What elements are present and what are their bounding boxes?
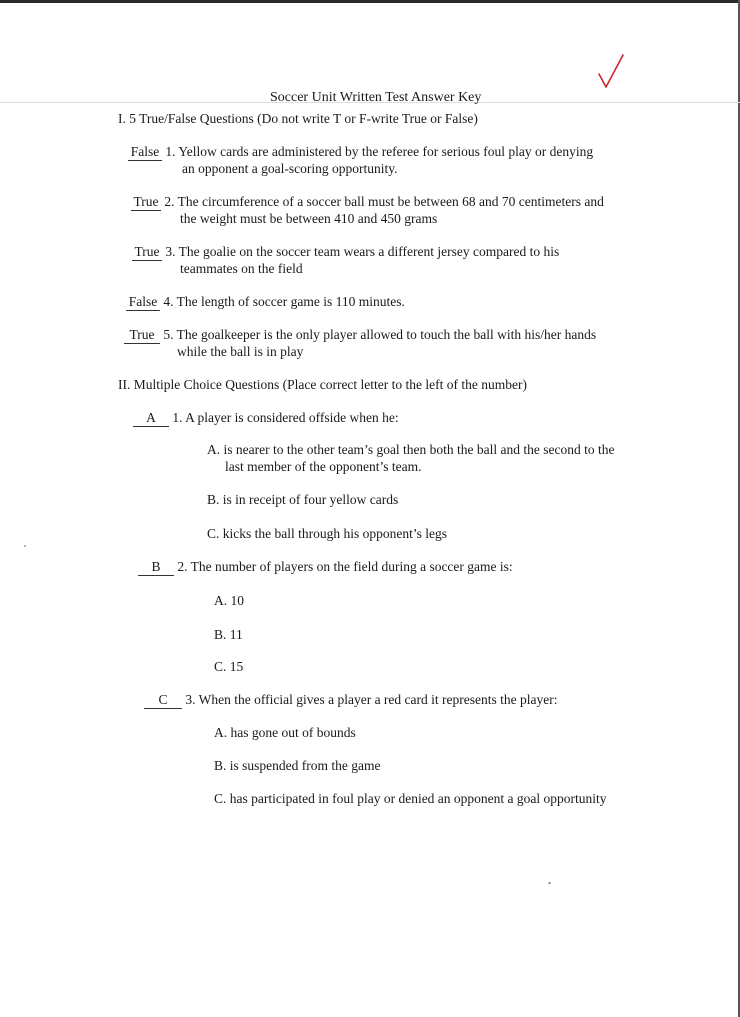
tf-number-2: 2. (164, 194, 175, 209)
mc3-option-c: C. has participated in foul play or denied an opponent a goal opportunity (214, 791, 607, 806)
mc-question-1 (133, 409, 399, 427)
mc1-option-c: C. kicks the ball through his opponent’s legs (207, 526, 447, 541)
mc-answer-3: C (144, 691, 182, 709)
tf-item-4 (126, 293, 405, 311)
scan-speck (548, 882, 551, 884)
tf-answer-1: False (128, 143, 162, 161)
scan-edge-top (0, 0, 740, 3)
section1-heading: I. 5 True/False Questions (Do not write T or F-write True or False) (118, 111, 478, 126)
mc1-option-a: A. is nearer to the other team’s goal then both the ball and the second to the (207, 442, 615, 457)
tf-line2-2: the weight must be between 410 and 450 grams (180, 211, 438, 226)
mc3-option-b: B. is suspended from the game (214, 758, 381, 773)
tf-line2-1: an opponent a goal-scoring opportunity. (182, 161, 398, 176)
red-check-mark-icon (596, 52, 626, 92)
tf-answer-3: True (132, 243, 162, 261)
tf-answer-4: False (126, 293, 160, 311)
tf-item-3 (132, 243, 559, 261)
tf-item-1 (128, 143, 593, 161)
tf-line1-2: The circumference of a soccer ball must be between 68 and 70 centimeters and (177, 194, 604, 209)
mc1-option-a-line2: last member of the opponent’s team. (225, 459, 422, 474)
tf-line1-3: The goalie on the soccer team wears a different jersey compared to his (178, 244, 560, 259)
mc-number-3: 3. (185, 692, 196, 707)
mc-question-text-1: A player is considered offside when he: (185, 410, 399, 425)
mc-answer-1: A (133, 409, 169, 427)
tf-line1-4: The length of soccer game is 110 minutes. (176, 294, 405, 309)
tf-answer-2: True (131, 193, 161, 211)
mc-question-3 (144, 691, 557, 709)
mc2-option-b: B. 11 (214, 627, 243, 642)
mc-number-2: 2. (177, 559, 188, 574)
scan-speck (24, 545, 26, 547)
tf-answer-5: True (124, 326, 160, 344)
mc2-option-c: C. 15 (214, 659, 244, 674)
mc-question-text-3: When the official gives a player a red card it represents the player: (198, 692, 558, 707)
page-title: Soccer Unit Written Test Answer Key (270, 90, 482, 105)
mc-question-2 (138, 558, 513, 576)
mc-question-text-2: The number of players on the field during a soccer game is: (190, 559, 513, 574)
mc3-option-a: A. has gone out of bounds (214, 725, 356, 740)
tf-number-5: 5. (163, 327, 174, 342)
tf-item-2 (131, 193, 604, 211)
mc-answer-2: B (138, 558, 174, 576)
mc1-option-b: B. is in receipt of four yellow cards (207, 492, 399, 507)
tf-line1-1: Yellow cards are administered by the referee for serious foul play or denying (178, 144, 594, 159)
mc2-option-a: A. 10 (214, 593, 244, 608)
tf-number-3: 3. (165, 244, 176, 259)
tf-number-4: 4. (163, 294, 174, 309)
tf-number-1: 1. (165, 144, 176, 159)
tf-line2-3: teammates on the field (180, 261, 303, 276)
tf-line1-5: The goalkeeper is the only player allowed to touch the ball with his/her hands (176, 327, 597, 342)
section2-heading: II. Multiple Choice Questions (Place correct letter to the left of the number) (118, 377, 527, 392)
tf-line2-5: while the ball is in play (177, 344, 304, 359)
mc-number-1: 1. (172, 410, 183, 425)
tf-item-5 (124, 326, 596, 344)
